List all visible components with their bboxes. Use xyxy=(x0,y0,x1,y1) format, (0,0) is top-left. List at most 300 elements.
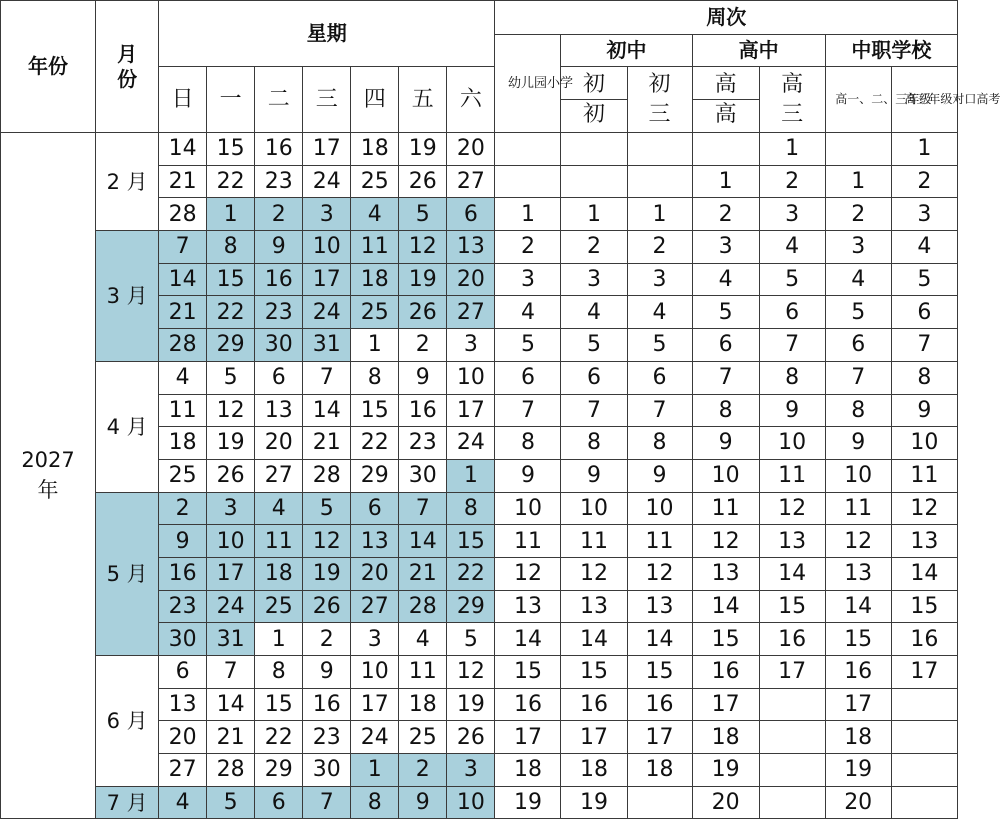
week-number-cell: 9 xyxy=(692,427,759,460)
day-cell: 27 xyxy=(255,459,303,492)
day-cell: 14 xyxy=(399,525,447,558)
week-number-cell: 7 xyxy=(627,394,692,427)
day-cell: 30 xyxy=(255,329,303,362)
week-number-cell: 9 xyxy=(495,459,561,492)
day-cell: 27 xyxy=(447,296,495,329)
week-number-cell: 4 xyxy=(692,263,759,296)
day-cell: 24 xyxy=(303,165,351,198)
day-cell: 6 xyxy=(447,198,495,231)
week-number-cell: 6 xyxy=(825,329,891,362)
header-month-label: 月份 xyxy=(117,41,138,91)
header-senior-a-bot: 高 xyxy=(714,102,737,127)
week-number-cell: 13 xyxy=(627,590,692,623)
week-number-cell: 17 xyxy=(495,721,561,754)
week-number-cell: 11 xyxy=(692,492,759,525)
header-junior-b xyxy=(627,67,692,133)
header-junior-b-top: 初 xyxy=(648,71,671,97)
week-number-cell xyxy=(891,688,957,721)
day-cell: 20 xyxy=(447,133,495,166)
day-cell: 8 xyxy=(351,361,399,394)
week-number-cell: 6 xyxy=(692,329,759,362)
weekday-header: 四 xyxy=(351,67,399,133)
day-cell: 17 xyxy=(351,688,399,721)
week-number-cell: 16 xyxy=(759,623,825,656)
week-number-cell: 15 xyxy=(495,656,561,689)
week-number-cell: 9 xyxy=(759,394,825,427)
week-number-cell: 8 xyxy=(627,427,692,460)
week-number-cell: 1 xyxy=(891,133,957,166)
day-cell: 26 xyxy=(207,459,255,492)
day-cell: 2 xyxy=(399,329,447,362)
day-cell: 1 xyxy=(351,329,399,362)
day-cell: 22 xyxy=(447,557,495,590)
week-number-cell: 15 xyxy=(561,656,627,689)
week-number-cell: 15 xyxy=(692,623,759,656)
week-number-cell: 14 xyxy=(825,590,891,623)
day-cell: 22 xyxy=(351,427,399,460)
day-cell: 19 xyxy=(399,133,447,166)
day-cell: 1 xyxy=(255,623,303,656)
week-number-cell: 2 xyxy=(495,231,561,264)
week-number-cell: 14 xyxy=(891,557,957,590)
day-cell: 29 xyxy=(447,590,495,623)
day-cell: 15 xyxy=(207,133,255,166)
week-number-cell: 12 xyxy=(891,492,957,525)
week-number-cell: 10 xyxy=(627,492,692,525)
day-cell: 9 xyxy=(159,525,207,558)
day-cell: 9 xyxy=(303,656,351,689)
header-senior: 高中 xyxy=(692,35,825,67)
calendar-week-row xyxy=(1,133,958,166)
day-cell: 11 xyxy=(399,656,447,689)
day-cell: 8 xyxy=(255,656,303,689)
day-cell: 20 xyxy=(447,263,495,296)
week-number-cell: 6 xyxy=(561,361,627,394)
month-label: 6 月 xyxy=(96,656,159,787)
calendar-week-row xyxy=(1,656,958,689)
day-cell: 11 xyxy=(351,231,399,264)
day-cell: 6 xyxy=(159,656,207,689)
week-number-cell: 14 xyxy=(495,623,561,656)
day-cell: 25 xyxy=(159,459,207,492)
day-cell: 5 xyxy=(303,492,351,525)
day-cell: 23 xyxy=(255,296,303,329)
month-label: 3 月 xyxy=(96,231,159,362)
week-number-cell: 19 xyxy=(495,786,561,819)
day-cell: 17 xyxy=(207,557,255,590)
day-cell: 26 xyxy=(399,165,447,198)
day-cell: 19 xyxy=(303,557,351,590)
calendar-week-row xyxy=(1,231,958,264)
header-senior-b xyxy=(759,67,825,133)
week-number-cell: 12 xyxy=(759,492,825,525)
day-cell: 12 xyxy=(303,525,351,558)
week-number-cell: 19 xyxy=(825,754,891,787)
day-cell: 17 xyxy=(303,133,351,166)
day-cell: 13 xyxy=(255,394,303,427)
week-number-cell: 1 xyxy=(825,165,891,198)
header-senior-b-top: 高 xyxy=(781,71,804,97)
week-number-cell: 16 xyxy=(825,656,891,689)
day-cell: 22 xyxy=(207,165,255,198)
day-cell: 9 xyxy=(399,361,447,394)
day-cell: 5 xyxy=(399,198,447,231)
day-cell: 12 xyxy=(447,656,495,689)
week-number-cell: 17 xyxy=(759,656,825,689)
week-number-cell xyxy=(891,721,957,754)
day-cell: 4 xyxy=(159,786,207,819)
weekday-header: 五 xyxy=(399,67,447,133)
day-cell: 3 xyxy=(351,623,399,656)
week-number-cell: 17 xyxy=(561,721,627,754)
day-cell: 25 xyxy=(351,165,399,198)
day-cell: 17 xyxy=(447,394,495,427)
header-junior: 初中 xyxy=(561,35,692,67)
day-cell: 26 xyxy=(399,296,447,329)
day-cell: 10 xyxy=(207,525,255,558)
day-cell: 21 xyxy=(159,165,207,198)
day-cell: 14 xyxy=(303,394,351,427)
header-vocational: 中职学校 xyxy=(825,35,957,67)
week-number-cell: 18 xyxy=(825,721,891,754)
header-voc-a xyxy=(825,67,932,133)
week-number-cell: 2 xyxy=(825,198,891,231)
week-number-cell: 1 xyxy=(627,198,692,231)
week-number-cell: 7 xyxy=(891,329,957,362)
week-number-cell: 14 xyxy=(561,623,627,656)
week-number-cell: 12 xyxy=(561,557,627,590)
week-number-cell: 7 xyxy=(692,361,759,394)
week-number-cell: 15 xyxy=(891,590,957,623)
week-number-cell: 10 xyxy=(891,427,957,460)
week-number-cell: 16 xyxy=(495,688,561,721)
week-number-cell: 16 xyxy=(891,623,957,656)
week-number-cell xyxy=(692,133,759,166)
week-number-cell: 18 xyxy=(561,754,627,787)
week-number-cell: 8 xyxy=(692,394,759,427)
day-cell: 7 xyxy=(159,231,207,264)
month-label: 7 月 xyxy=(96,786,159,819)
day-cell: 31 xyxy=(207,623,255,656)
day-cell: 3 xyxy=(207,492,255,525)
day-cell: 21 xyxy=(159,296,207,329)
day-cell: 5 xyxy=(447,623,495,656)
week-number-cell: 1 xyxy=(561,198,627,231)
day-cell: 29 xyxy=(255,754,303,787)
day-cell: 17 xyxy=(303,263,351,296)
week-number-cell: 20 xyxy=(825,786,891,819)
week-number-cell: 15 xyxy=(825,623,891,656)
day-cell: 27 xyxy=(159,754,207,787)
week-number-cell: 11 xyxy=(561,525,627,558)
day-cell: 2 xyxy=(399,754,447,787)
day-cell: 23 xyxy=(255,165,303,198)
week-number-cell: 13 xyxy=(891,525,957,558)
week-number-cell: 17 xyxy=(627,721,692,754)
day-cell: 2 xyxy=(159,492,207,525)
day-cell: 16 xyxy=(159,557,207,590)
week-number-cell: 6 xyxy=(759,296,825,329)
week-number-cell: 3 xyxy=(759,198,825,231)
header-year: 年份 xyxy=(1,1,96,133)
week-number-cell xyxy=(759,721,825,754)
week-number-cell xyxy=(759,754,825,787)
day-cell: 24 xyxy=(207,590,255,623)
week-number-cell: 4 xyxy=(627,296,692,329)
week-number-cell: 10 xyxy=(692,459,759,492)
day-cell: 28 xyxy=(159,329,207,362)
week-number-cell: 4 xyxy=(825,263,891,296)
week-number-cell: 12 xyxy=(495,557,561,590)
day-cell: 13 xyxy=(159,688,207,721)
weekday-header: 三 xyxy=(303,67,351,133)
day-cell: 16 xyxy=(303,688,351,721)
day-cell: 10 xyxy=(303,231,351,264)
day-cell: 30 xyxy=(303,754,351,787)
week-number-cell: 3 xyxy=(692,231,759,264)
week-number-cell: 8 xyxy=(561,427,627,460)
day-cell: 8 xyxy=(447,492,495,525)
day-cell: 18 xyxy=(255,557,303,590)
week-number-cell xyxy=(627,786,692,819)
day-cell: 24 xyxy=(447,427,495,460)
day-cell: 4 xyxy=(255,492,303,525)
day-cell: 28 xyxy=(399,590,447,623)
day-cell: 2 xyxy=(255,198,303,231)
week-number-cell: 18 xyxy=(627,754,692,787)
week-number-cell: 5 xyxy=(825,296,891,329)
week-number-cell: 5 xyxy=(891,263,957,296)
day-cell: 10 xyxy=(447,361,495,394)
day-cell: 23 xyxy=(303,721,351,754)
day-cell: 31 xyxy=(303,329,351,362)
day-cell: 3 xyxy=(447,754,495,787)
week-number-cell: 7 xyxy=(495,394,561,427)
week-number-cell: 10 xyxy=(825,459,891,492)
week-number-cell: 2 xyxy=(561,231,627,264)
day-cell: 10 xyxy=(447,786,495,819)
day-cell: 3 xyxy=(447,329,495,362)
week-number-cell: 3 xyxy=(825,231,891,264)
week-number-cell xyxy=(891,786,957,819)
week-number-cell: 13 xyxy=(759,525,825,558)
day-cell: 5 xyxy=(207,361,255,394)
day-cell: 23 xyxy=(399,427,447,460)
day-cell: 29 xyxy=(207,329,255,362)
day-cell: 22 xyxy=(207,296,255,329)
day-cell: 13 xyxy=(447,231,495,264)
week-number-cell: 9 xyxy=(561,459,627,492)
day-cell: 27 xyxy=(447,165,495,198)
week-number-cell: 19 xyxy=(692,754,759,787)
month-label: 5 月 xyxy=(96,492,159,655)
day-cell: 26 xyxy=(447,721,495,754)
day-cell: 8 xyxy=(351,786,399,819)
day-cell: 14 xyxy=(159,133,207,166)
weekday-header: 一 xyxy=(207,67,255,133)
day-cell: 10 xyxy=(351,656,399,689)
week-number-cell: 12 xyxy=(825,525,891,558)
header-junior-a-bot: 初 xyxy=(583,102,606,127)
month-label: 2 月 xyxy=(96,133,159,231)
day-cell: 1 xyxy=(351,754,399,787)
day-cell: 7 xyxy=(399,492,447,525)
week-number-cell: 4 xyxy=(759,231,825,264)
week-number-cell: 5 xyxy=(759,263,825,296)
day-cell: 25 xyxy=(255,590,303,623)
week-number-cell: 5 xyxy=(495,329,561,362)
month-label: 4 月 xyxy=(96,361,159,492)
day-cell: 9 xyxy=(399,786,447,819)
day-cell: 19 xyxy=(447,688,495,721)
week-number-cell: 11 xyxy=(825,492,891,525)
week-number-cell: 14 xyxy=(759,557,825,590)
week-number-cell: 1 xyxy=(759,133,825,166)
week-number-cell: 3 xyxy=(561,263,627,296)
week-number-cell xyxy=(627,133,692,166)
week-number-cell: 5 xyxy=(627,329,692,362)
week-number-cell: 1 xyxy=(692,165,759,198)
header-senior-b-bot: 三 xyxy=(781,101,804,127)
day-cell: 14 xyxy=(207,688,255,721)
day-cell: 28 xyxy=(303,459,351,492)
day-cell: 24 xyxy=(351,721,399,754)
day-cell: 18 xyxy=(351,263,399,296)
day-cell: 24 xyxy=(303,296,351,329)
day-cell: 13 xyxy=(351,525,399,558)
header-voc-b-label: 高三年级对口高考 xyxy=(904,92,1000,107)
week-number-cell: 10 xyxy=(759,427,825,460)
day-cell: 9 xyxy=(255,231,303,264)
day-cell: 20 xyxy=(159,721,207,754)
week-number-cell: 11 xyxy=(759,459,825,492)
week-number-cell: 5 xyxy=(692,296,759,329)
week-number-cell: 4 xyxy=(495,296,561,329)
year-label: 2027 年 xyxy=(1,133,96,819)
header-month xyxy=(96,1,159,133)
week-number-cell: 15 xyxy=(759,590,825,623)
day-cell: 21 xyxy=(303,427,351,460)
week-number-cell: 17 xyxy=(891,656,957,689)
week-number-cell: 4 xyxy=(561,296,627,329)
week-number-cell xyxy=(825,133,891,166)
week-number-cell: 20 xyxy=(692,786,759,819)
week-number-cell: 1 xyxy=(495,198,561,231)
day-cell: 23 xyxy=(159,590,207,623)
week-number-cell: 4 xyxy=(891,231,957,264)
weekday-header: 二 xyxy=(255,67,303,133)
day-cell: 3 xyxy=(303,198,351,231)
day-cell: 16 xyxy=(255,133,303,166)
day-cell: 15 xyxy=(255,688,303,721)
week-number-cell: 9 xyxy=(825,427,891,460)
week-number-cell: 8 xyxy=(495,427,561,460)
week-number-cell xyxy=(759,786,825,819)
week-number-cell: 7 xyxy=(759,329,825,362)
week-number-cell: 13 xyxy=(825,557,891,590)
week-number-cell: 6 xyxy=(891,296,957,329)
week-number-cell: 12 xyxy=(692,525,759,558)
week-number-cell: 10 xyxy=(495,492,561,525)
header-junior-b-bot: 三 xyxy=(648,101,671,127)
week-number-cell: 8 xyxy=(759,361,825,394)
day-cell: 15 xyxy=(207,263,255,296)
week-number-cell: 3 xyxy=(891,198,957,231)
day-cell: 11 xyxy=(159,394,207,427)
week-number-cell: 18 xyxy=(692,721,759,754)
day-cell: 5 xyxy=(207,786,255,819)
calendar-week-row xyxy=(1,361,958,394)
header-voc-a-label: 高一、二、三年级 xyxy=(835,92,932,107)
week-number-cell: 16 xyxy=(627,688,692,721)
week-number-cell: 5 xyxy=(561,329,627,362)
day-cell: 28 xyxy=(159,198,207,231)
header-kinder-label: 幼儿园小学 xyxy=(507,75,573,91)
week-number-cell: 16 xyxy=(561,688,627,721)
week-number-cell: 16 xyxy=(692,656,759,689)
day-cell: 16 xyxy=(255,263,303,296)
day-cell: 4 xyxy=(159,361,207,394)
day-cell: 27 xyxy=(351,590,399,623)
day-cell: 2 xyxy=(303,623,351,656)
week-number-cell: 15 xyxy=(627,656,692,689)
weekday-header: 日 xyxy=(159,67,207,133)
week-number-cell: 17 xyxy=(825,688,891,721)
week-number-cell: 2 xyxy=(692,198,759,231)
weekday-header: 六 xyxy=(447,67,495,133)
header-kinder xyxy=(495,35,573,133)
header-week-group: 周次 xyxy=(495,1,958,35)
week-number-cell: 6 xyxy=(495,361,561,394)
week-number-cell xyxy=(891,754,957,787)
week-number-cell xyxy=(627,165,692,198)
week-number-cell: 11 xyxy=(891,459,957,492)
week-number-cell: 13 xyxy=(561,590,627,623)
day-cell: 18 xyxy=(351,133,399,166)
week-number-cell xyxy=(495,165,561,198)
day-cell: 21 xyxy=(207,721,255,754)
day-cell: 25 xyxy=(399,721,447,754)
week-number-cell: 3 xyxy=(627,263,692,296)
week-number-cell: 9 xyxy=(891,394,957,427)
week-number-cell: 19 xyxy=(561,786,627,819)
week-number-cell: 12 xyxy=(627,557,692,590)
week-number-cell: 14 xyxy=(692,590,759,623)
day-cell: 18 xyxy=(399,688,447,721)
week-number-cell: 14 xyxy=(627,623,692,656)
week-number-cell: 8 xyxy=(891,361,957,394)
week-number-cell: 10 xyxy=(561,492,627,525)
day-cell: 11 xyxy=(255,525,303,558)
day-cell: 7 xyxy=(303,361,351,394)
week-number-cell xyxy=(561,165,627,198)
header-weekday-group: 星期 xyxy=(159,1,495,67)
day-cell: 19 xyxy=(207,427,255,460)
week-number-cell: 2 xyxy=(891,165,957,198)
day-cell: 14 xyxy=(159,263,207,296)
day-cell: 22 xyxy=(255,721,303,754)
week-number-cell xyxy=(759,688,825,721)
week-number-cell: 13 xyxy=(495,590,561,623)
week-number-cell: 17 xyxy=(692,688,759,721)
day-cell: 18 xyxy=(159,427,207,460)
day-cell: 7 xyxy=(303,786,351,819)
week-number-cell: 2 xyxy=(759,165,825,198)
week-number-cell: 11 xyxy=(627,525,692,558)
day-cell: 1 xyxy=(207,198,255,231)
week-number-cell: 18 xyxy=(495,754,561,787)
week-number-cell: 6 xyxy=(627,361,692,394)
